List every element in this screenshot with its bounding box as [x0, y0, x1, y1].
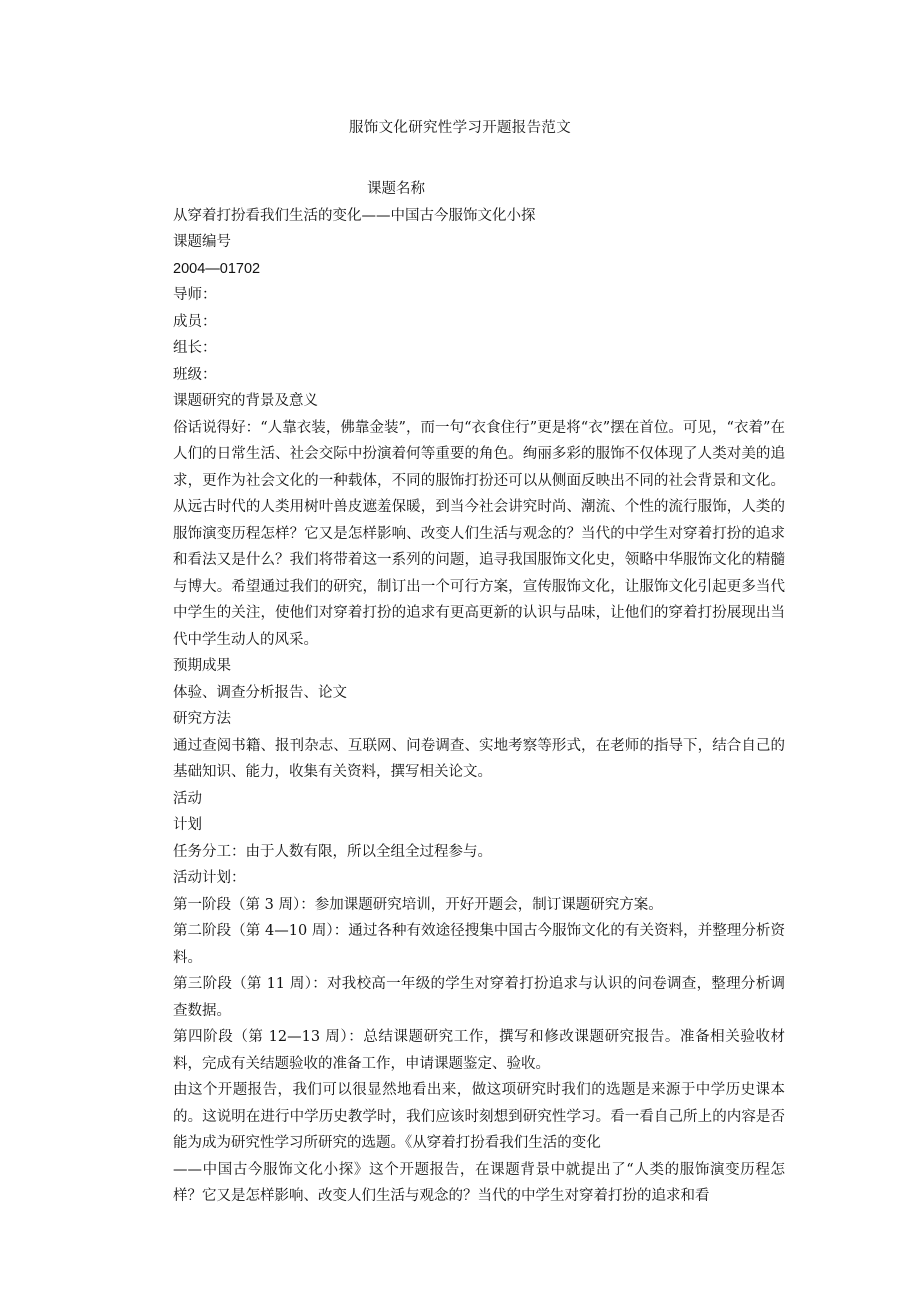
expected-results-heading: 预期成果 — [173, 658, 231, 674]
method-paragraph: 通过查阅书籍、报刊杂志、互联网、问卷调查、实地考察等形式，在老师的指导下，结合自己的基础知识、能力，收集有关资料，撰写相关论文。 — [173, 737, 785, 780]
leader-label: 组长： — [173, 340, 217, 356]
phase-3: 第三阶段（第 11 周）：对我校高一年级的学生对穿着打扮追求与认识的问卷调查，整理分析调查数据。 — [173, 976, 785, 1019]
expected-results: 体验、调查分析报告、论文 — [173, 684, 347, 701]
class-label: 班级： — [173, 366, 217, 383]
document-title: 服饰文化研究性学习开题报告范文 — [349, 120, 571, 136]
background-paragraph: 俗话说得好：“人靠衣装，佛靠金装”，而一句“衣食住行”更是将“衣”摆在首位。可见，“衣着”在人们的日常生活、社会交际中扮演着何等重要的角色。绚丽多彩的服饰不仅体现了人类对美的追求，更作为社会文化的一种载体，不同的服饰打扮还可以从侧面反映出不同的社会背景和文化。从远古时代的人类用树叶兽皮遮羞保暖，到当今社会讲究时尚、潮流、个性的流行服饰，人类的服饰演变历程怎样？它又是怎样影响、改变人们生活与观念的？当代的中学生对穿着打扮的追求和看法又是什么？我们将带着这一系列的问题，追寻我国服饰文化史，领略中华服饰文化的精髓与博大。希望通过我们的研究，制订出一个可行方案，宣传服饰文化，让服饰文化引起更多当代中学生的关注，使他们对穿着打扮的追求有更高更新的认识与品味，让他们的穿着打扮展现出当代中学生动人的风采。 — [173, 419, 785, 648]
activity-heading: 活动 — [173, 790, 202, 807]
topic-name: 从穿着打扮看我们生活的变化——中国古今服饰文化小探 — [173, 207, 536, 224]
commentary-paragraph-1: 由这个开题报告，我们可以很显然地看出来，做这项研究时我们的选题是来源于中学历史课本的。这说明在进行中学历史教学时，我们应该时刻想到研究性学习。看一看自己所上的内容是否能为成为研究性学习所研究的选题。《从穿着打扮看我们生活的变化 — [173, 1082, 785, 1151]
topic-number-label: 课题编号 — [173, 234, 231, 250]
phase-1: 第一阶段（第 3 周）：参加课题研究培训，开好开题会，制订课题研究方案。 — [173, 896, 663, 913]
activity-plan-label: 活动计划： — [173, 870, 246, 886]
members-label: 成员： — [173, 313, 217, 330]
topic-number: 2004—01702 — [173, 260, 261, 277]
task-division: 任务分工：由于人数有限，所以全组全过程参与。 — [173, 843, 492, 860]
phase-4: 第四阶段（第 12—13 周）：总结课题研究工作，撰写和修改课题研究报告。准备相关验收材料，完成有关结题验收的准备工作，申请课题鉴定、验收。 — [173, 1029, 785, 1072]
phase-2: 第二阶段（第 4—10 周）：通过各种有效途径搜集中国古今服饰文化的有关资料，并整理分析资料。 — [173, 923, 785, 966]
document-body — [173, 176, 785, 1210]
commentary-paragraph-2: ——中国古今服饰文化小探》这个开题报告，在课题背景中就提出了“人类的服饰演变历程怎样？它又是怎样影响、改变人们生活与观念的？当代的中学生对穿着打扮的追求和看 — [173, 1161, 785, 1204]
background-heading: 课题研究的背景及意义 — [173, 393, 318, 409]
advisor-label: 导师： — [173, 287, 217, 303]
topic-name-label: 课题名称 — [367, 181, 425, 197]
method-heading: 研究方法 — [173, 711, 231, 727]
plan-heading: 计划 — [173, 817, 202, 833]
